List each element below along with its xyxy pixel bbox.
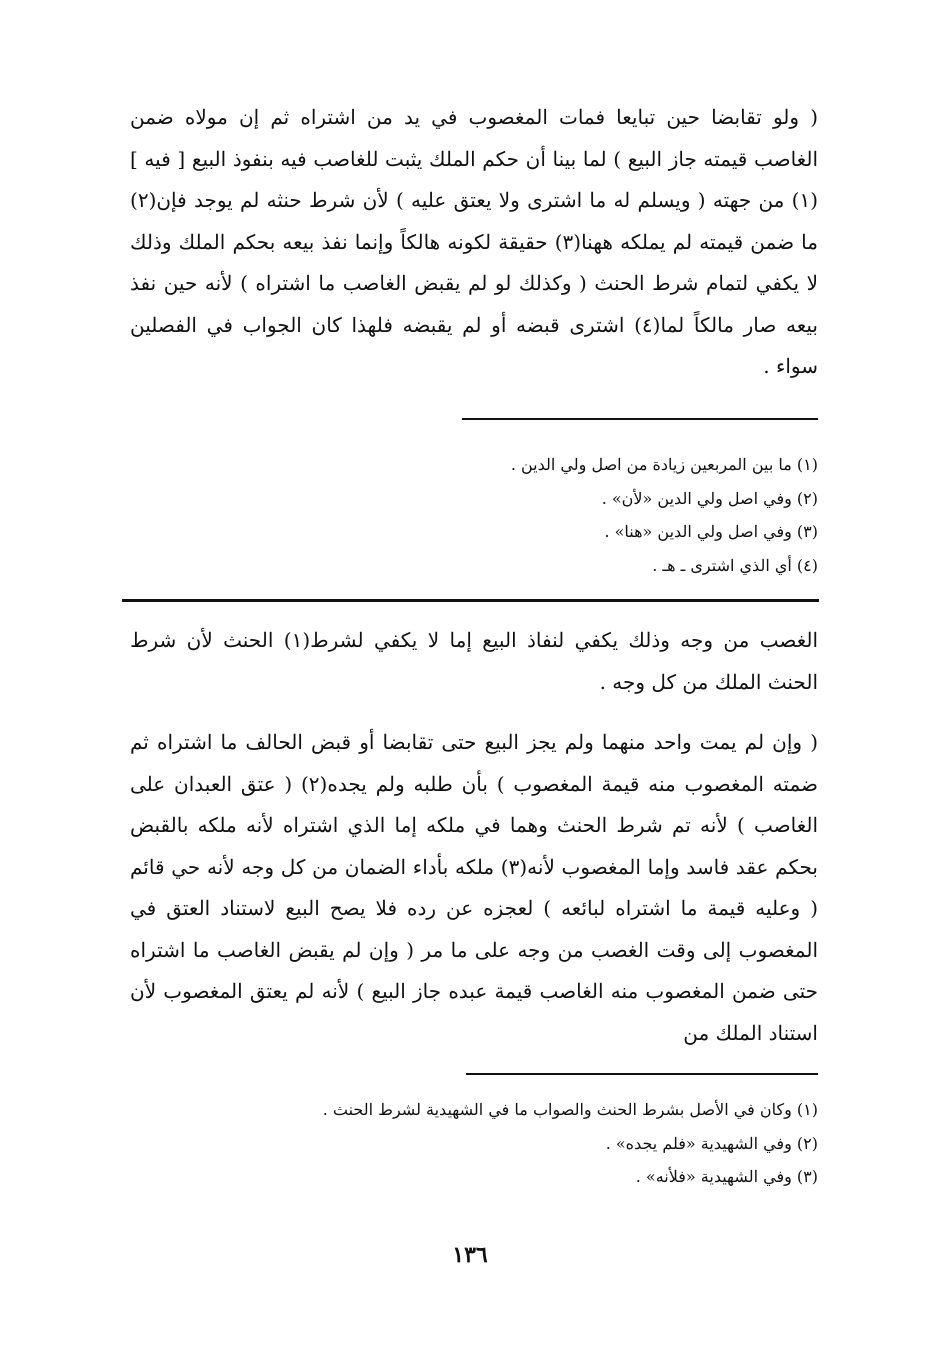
main-paragraph-bottom-2: ( وإن لم يمت واحد منهما ولم يجز البيع حتى تقابضا أو قبض الحالف ما اشتراه ثم ضمته المغصوب منه قيمة المغصوب ) بأن طلبه ولم يجده(٢) ( عتق العبدان على الغاصب ) لأنه تم شرط الحنث وهما في ملكه إما الذي اشتراه لأنه ملكه بالقبض بحكم عقد فاسد وإما المغصوب لأنه(٣) ملكه بأداء الضمان من كل وجه لأنه حي قائم ( وعليه قيمة ما اشتراه لبائعه ) لعجزه عن رده فلا يصح البيع لاستناد العتق في المغصوب إلى وقت الغصب من وجه على ما مر ( وإن لم يقبض الغاصب ما اشتراه حتى ضمن المغصوب منه الغاصب قيمة عبده جاز البيع ) لأنه لم يعتق المغصوب لأن استناد الملك من xyxy=(130,730,818,1045)
footnote-separator-top xyxy=(462,418,818,420)
footnote-item: (١) وكان في الأصل بشرط الحنث والصواب ما في الشهيدية لشرط الحنث . xyxy=(322,1100,818,1119)
footnotes-bottom xyxy=(130,1093,818,1194)
footnote-separator-bottom xyxy=(466,1073,818,1075)
main-paragraph-bottom-1: الغصب من وجه وذلك يكفي لنفاذ البيع إما لا يكفي لشرط(١) الحنث لأن شرط الحنث الملك من كل وجه . xyxy=(130,628,819,694)
footnote-item: (١) ما بين المربعين زيادة من اصل ولي الدين . xyxy=(510,455,818,474)
footnotes-top xyxy=(130,448,818,582)
footnote-item: (٢) وفي اصل ولي الدين «لأن» . xyxy=(601,488,818,508)
footnote-item: (٤) أي الذي اشترى ـ هـ . xyxy=(652,555,818,575)
footnote-item: (٢) وفي الشهيدية «فلم يجده» . xyxy=(605,1133,818,1153)
footnote-item: (٣) وفي اصل ولي الدين «هنا» . xyxy=(604,522,818,541)
page-number: ١٣٦ xyxy=(452,1242,488,1268)
footnote-item: (٣) وفي الشهيدية «فلأنه» . xyxy=(635,1167,818,1186)
main-paragraph-top: ( ولو تقابضا حين تبايعا فمات المغصوب في يد من اشتراه ثم إن مولاه ضمن الغاصب قيمته جاز البيع ) لما بينا أن حكم الملك يثبت للغاصب فيه بنفوذ البيع [ فيه ](١) من جهته ( ويسلم له ما اشترى ولا يعتق عليه ) لأن شرط حنثه لم يوجد فإن(٢) ما ضمن قيمته لم يملكه ههنا(٣) حقيقة لكونه هالكاً وإنما نفذ بيعه بحكم الملك وذلك لا يكفي لتمام شرط الحنث ( وكذلك لو لم يقبض الغاصب ما اشتراه ) لأنه حين نفذ بيعه صار مالكاً لما(٤) اشترى قبضه أو لم يقبضه فلهذا كان الجواب في الفصلين سواء . xyxy=(130,105,818,378)
section-divider xyxy=(122,599,819,602)
